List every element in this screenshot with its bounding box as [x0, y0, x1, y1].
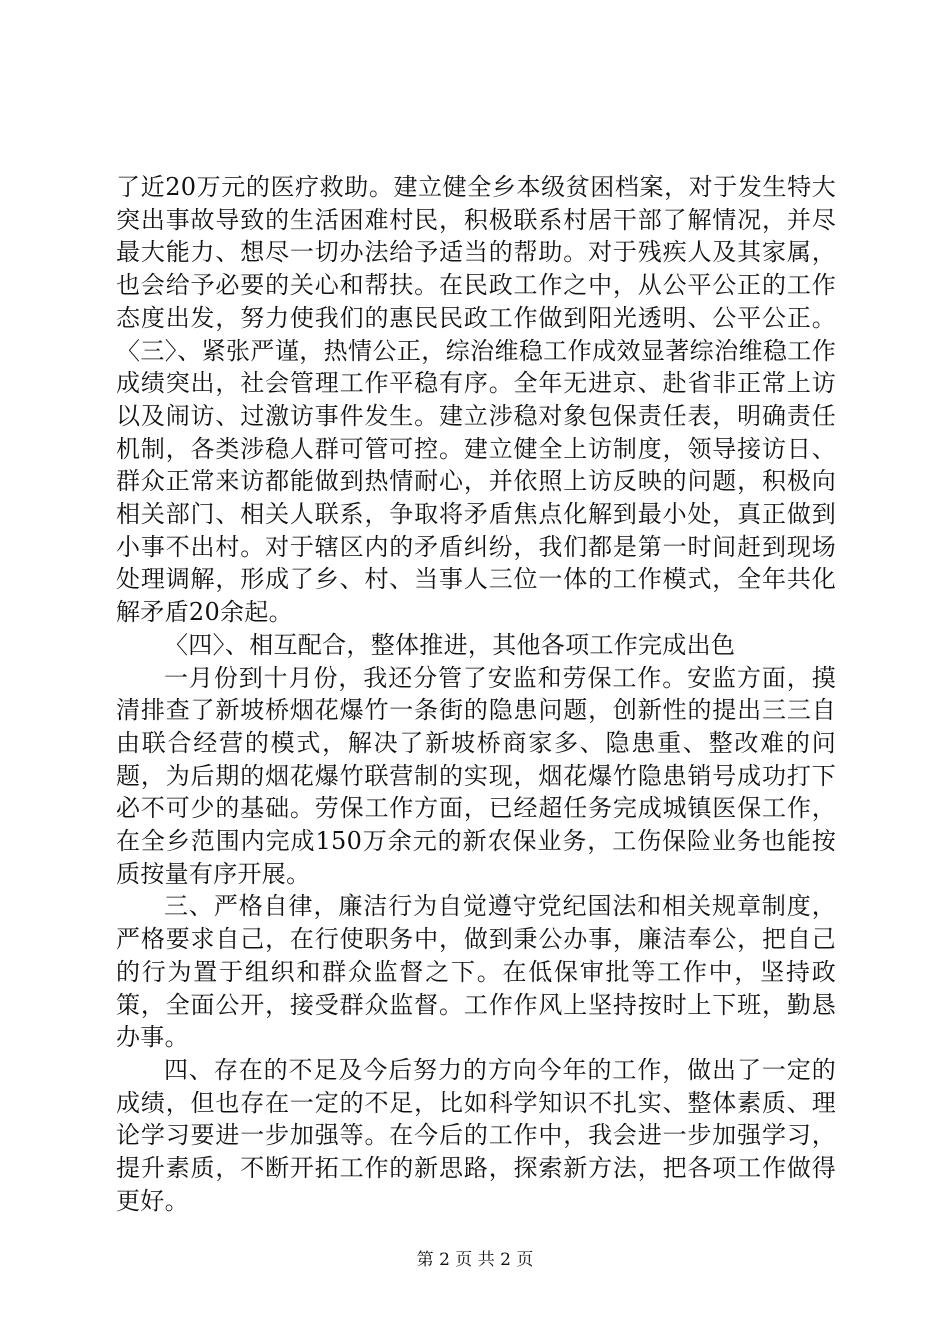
document-body: [116, 171, 836, 1218]
paragraph-4: 三、严格自律，廉洁行为自觉遵守党纪国法和相关规章制度，严格要求自己，在行使职务中，做到秉公办事，廉洁奉公，把自己的行为置于组织和群众监督之下。在低保审批等工作中，坚持政策，全面公开，接受群众监督。工作作风上坚持按时上下班，勤恳办事。: [116, 892, 836, 1052]
page-footer: 第 2 页 共 2 页: [416, 1250, 534, 1270]
paragraph-2-heading: 〈四〉、相互配合，整体推进，其他各项工作完成出色: [164, 630, 736, 659]
paragraph-3: 一月份到十月份，我还分管了安监和劳保工作。安监方面，摸清排查了新坡桥烟花爆竹一条街的隐患问题，创新性的提出三三自由联合经营的模式，解决了新坡桥商家多、隐患重、整改难的问题，为后期的烟花爆竹联营制的实现，烟花爆竹隐患销号成功打下必不可少的基础。劳保工作方面，已经超任务完成城镇医保工作，在全乡范围内完成150万余元的新农保业务，工伤保险业务也能按质按量有序开展。: [116, 663, 836, 888]
paragraph-1: 了近20万元的医疗救助。建立健全乡本级贫困档案，对于发生特大突出事故导致的生活困难村民，积极联系村居干部了解情况，并尽最大能力、想尽一切办法给予适当的帮助。对于残疾人及其家属，也会给予必要的关心和帮扶。在民政工作之中，从公平公正的工作态度出发，努力使我们的惠民民政工作做到阳光透明、公平公正。〈三〉、紧张严谨，热情公正，综治维稳工作成效显著综治维稳工作成绩突出，社会管理工作平稳有序。全年无进京、赴省非正常上访以及闹访、过激访事件发生。建立涉稳对象包保责任表，明确责任机制，各类涉稳人群可管可控。建立健全上访制度，领导接访日、群众正常来访都能做到热情耐心，并依照上访反映的问题，积极向相关部门、相关人联系，争取将矛盾焦点化解到最小处，真正做到小事不出村。对于辖区内的矛盾纠纷，我们都是第一时间赶到现场处理调解，形成了乡、村、当事人三位一体的工作模式，全年共化解矛盾20余起。: [116, 173, 836, 627]
paragraph-5: 四、存在的不足及今后努力的方向今年的工作，做出了一定的成绩，但也存在一定的不足，比如科学知识不扎实、整体素质、理论学习要进一步加强等。在今后的工作中，我会进一步加强学习，提升素质，不断开拓工作的新思路，探索新方法，把各项工作做得更好。: [116, 1055, 836, 1215]
